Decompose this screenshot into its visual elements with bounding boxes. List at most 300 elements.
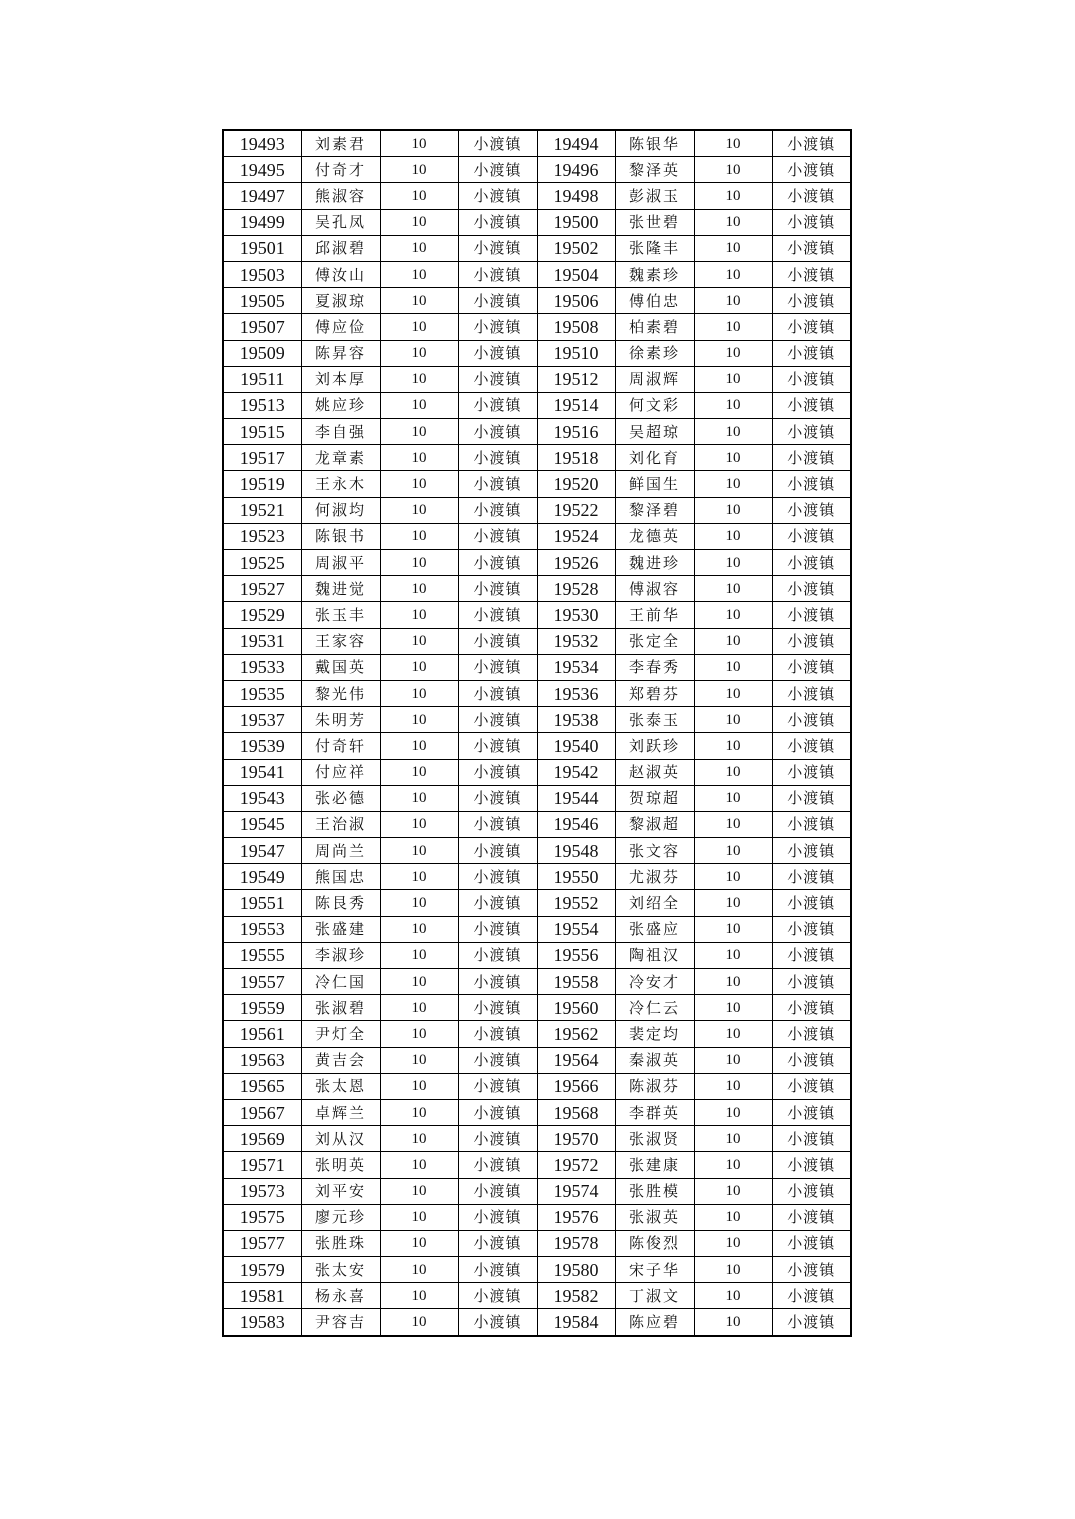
entry-name: 张建康 — [615, 1152, 694, 1178]
entry-name: 张胜模 — [615, 1178, 694, 1204]
entry-name: 戴国英 — [301, 654, 380, 680]
entry-quantity: 10 — [694, 497, 772, 523]
entry-quantity: 10 — [694, 628, 772, 654]
entry-quantity: 10 — [694, 261, 772, 287]
entry-number: 19533 — [223, 654, 301, 680]
table-row — [223, 890, 851, 916]
entry-name: 张盛建 — [301, 916, 380, 942]
table-row — [223, 497, 851, 523]
entry-town: 小渡镇 — [458, 864, 537, 890]
entry-town: 小渡镇 — [458, 785, 537, 811]
entry-quantity: 10 — [380, 942, 458, 968]
entry-number: 19583 — [223, 1309, 301, 1336]
entry-name: 廖元珍 — [301, 1204, 380, 1230]
entry-town: 小渡镇 — [772, 497, 851, 523]
entry-quantity: 10 — [694, 654, 772, 680]
table-row — [223, 811, 851, 837]
entry-quantity: 10 — [380, 864, 458, 890]
entry-number: 19549 — [223, 864, 301, 890]
entry-number: 19526 — [537, 550, 615, 576]
entry-quantity: 10 — [694, 602, 772, 628]
entry-number: 19507 — [223, 314, 301, 340]
entry-number: 19517 — [223, 445, 301, 471]
entry-number: 19567 — [223, 1099, 301, 1125]
entry-name: 姚应珍 — [301, 392, 380, 418]
entry-number: 19522 — [537, 497, 615, 523]
entry-number: 19528 — [537, 576, 615, 602]
entry-name: 周淑辉 — [615, 366, 694, 392]
entry-town: 小渡镇 — [458, 261, 537, 287]
entry-town: 小渡镇 — [772, 576, 851, 602]
entry-town: 小渡镇 — [458, 759, 537, 785]
entry-number: 19547 — [223, 838, 301, 864]
entry-number: 19548 — [537, 838, 615, 864]
table-row — [223, 130, 851, 157]
entry-town: 小渡镇 — [772, 838, 851, 864]
table-row — [223, 157, 851, 183]
entry-number: 19519 — [223, 471, 301, 497]
entry-town: 小渡镇 — [772, 1126, 851, 1152]
entry-name: 何淑均 — [301, 497, 380, 523]
entry-town: 小渡镇 — [772, 1021, 851, 1047]
entry-quantity: 10 — [380, 576, 458, 602]
entry-name: 黎泽碧 — [615, 497, 694, 523]
entry-number: 19565 — [223, 1073, 301, 1099]
entry-number: 19513 — [223, 392, 301, 418]
table-row — [223, 392, 851, 418]
entry-number: 19496 — [537, 157, 615, 183]
entry-town: 小渡镇 — [772, 445, 851, 471]
entry-quantity: 10 — [694, 183, 772, 209]
entry-town: 小渡镇 — [458, 916, 537, 942]
entry-quantity: 10 — [380, 916, 458, 942]
entry-town: 小渡镇 — [458, 576, 537, 602]
entry-name: 刘本厚 — [301, 366, 380, 392]
entry-quantity: 10 — [380, 1152, 458, 1178]
entry-quantity: 10 — [380, 261, 458, 287]
entry-name: 张淑碧 — [301, 995, 380, 1021]
entry-quantity: 10 — [380, 995, 458, 1021]
entry-number: 19498 — [537, 183, 615, 209]
entry-town: 小渡镇 — [772, 995, 851, 1021]
entry-quantity: 10 — [380, 366, 458, 392]
entry-name: 张必德 — [301, 785, 380, 811]
entry-town: 小渡镇 — [458, 471, 537, 497]
entry-quantity: 10 — [380, 392, 458, 418]
entry-name: 黎泽英 — [615, 157, 694, 183]
entry-town: 小渡镇 — [458, 707, 537, 733]
entry-town: 小渡镇 — [458, 1152, 537, 1178]
entry-town: 小渡镇 — [772, 183, 851, 209]
entry-number: 19511 — [223, 366, 301, 392]
entry-number: 19515 — [223, 419, 301, 445]
entry-number: 19537 — [223, 707, 301, 733]
entry-town: 小渡镇 — [772, 733, 851, 759]
entry-number: 19531 — [223, 628, 301, 654]
table-row — [223, 654, 851, 680]
entry-town: 小渡镇 — [458, 890, 537, 916]
entry-town: 小渡镇 — [772, 235, 851, 261]
entry-town: 小渡镇 — [458, 969, 537, 995]
entry-number: 19538 — [537, 707, 615, 733]
entry-number: 19532 — [537, 628, 615, 654]
entry-town: 小渡镇 — [458, 1073, 537, 1099]
entry-number: 19542 — [537, 759, 615, 785]
entry-number: 19577 — [223, 1230, 301, 1256]
entry-name: 张淑贤 — [615, 1126, 694, 1152]
entry-quantity: 10 — [380, 1309, 458, 1336]
entry-quantity: 10 — [694, 942, 772, 968]
entry-name: 王前华 — [615, 602, 694, 628]
table-row — [223, 523, 851, 549]
entry-number: 19508 — [537, 314, 615, 340]
entry-name: 吴孔凤 — [301, 209, 380, 235]
entry-number: 19520 — [537, 471, 615, 497]
entry-name: 张盛应 — [615, 916, 694, 942]
entry-quantity: 10 — [694, 157, 772, 183]
table-row — [223, 1099, 851, 1125]
entry-quantity: 10 — [694, 811, 772, 837]
entry-quantity: 10 — [694, 1230, 772, 1256]
entry-name: 李淑珍 — [301, 942, 380, 968]
entry-number: 19581 — [223, 1283, 301, 1309]
entry-name: 傅伯忠 — [615, 288, 694, 314]
entry-town: 小渡镇 — [458, 811, 537, 837]
entry-name: 卓辉兰 — [301, 1099, 380, 1125]
table-row — [223, 838, 851, 864]
entry-number: 19499 — [223, 209, 301, 235]
entry-name: 尹灯全 — [301, 1021, 380, 1047]
entry-quantity: 10 — [694, 1021, 772, 1047]
entry-town: 小渡镇 — [458, 523, 537, 549]
entry-name: 付奇才 — [301, 157, 380, 183]
entry-name: 夏淑琼 — [301, 288, 380, 314]
entry-town: 小渡镇 — [458, 366, 537, 392]
entry-town: 小渡镇 — [772, 550, 851, 576]
entry-quantity: 10 — [380, 209, 458, 235]
entry-number: 19509 — [223, 340, 301, 366]
entry-number: 19506 — [537, 288, 615, 314]
entry-town: 小渡镇 — [772, 628, 851, 654]
entry-town: 小渡镇 — [458, 680, 537, 706]
entry-quantity: 10 — [380, 445, 458, 471]
table-row — [223, 1204, 851, 1230]
entry-number: 19556 — [537, 942, 615, 968]
table-row — [223, 1047, 851, 1073]
entry-quantity: 10 — [380, 1178, 458, 1204]
entry-name: 陈昇容 — [301, 340, 380, 366]
entry-number: 19530 — [537, 602, 615, 628]
entry-quantity: 10 — [694, 1178, 772, 1204]
entry-number: 19569 — [223, 1126, 301, 1152]
entry-name: 张文容 — [615, 838, 694, 864]
entry-number: 19512 — [537, 366, 615, 392]
entry-town: 小渡镇 — [458, 209, 537, 235]
entry-name: 冷安才 — [615, 969, 694, 995]
entry-quantity: 10 — [694, 1126, 772, 1152]
table-row — [223, 759, 851, 785]
entry-quantity: 10 — [380, 1126, 458, 1152]
entry-number: 19527 — [223, 576, 301, 602]
entry-town: 小渡镇 — [772, 340, 851, 366]
table-row — [223, 942, 851, 968]
entry-name: 杨永喜 — [301, 1283, 380, 1309]
entry-quantity: 10 — [694, 235, 772, 261]
roster-table-body — [223, 130, 851, 1336]
entry-town: 小渡镇 — [772, 1283, 851, 1309]
entry-name: 陈淑芬 — [615, 1073, 694, 1099]
entry-name: 冷仁国 — [301, 969, 380, 995]
entry-town: 小渡镇 — [772, 602, 851, 628]
entry-quantity: 10 — [694, 890, 772, 916]
entry-town: 小渡镇 — [772, 707, 851, 733]
entry-town: 小渡镇 — [772, 916, 851, 942]
entry-quantity: 10 — [380, 314, 458, 340]
entry-quantity: 10 — [380, 785, 458, 811]
entry-quantity: 10 — [694, 969, 772, 995]
table-row — [223, 1230, 851, 1256]
entry-town: 小渡镇 — [772, 864, 851, 890]
entry-number: 19560 — [537, 995, 615, 1021]
entry-number: 19541 — [223, 759, 301, 785]
entry-number: 19574 — [537, 1178, 615, 1204]
entry-number: 19504 — [537, 261, 615, 287]
entry-quantity: 10 — [380, 602, 458, 628]
entry-quantity: 10 — [380, 890, 458, 916]
entry-name: 张淑英 — [615, 1204, 694, 1230]
entry-quantity: 10 — [694, 1257, 772, 1283]
entry-number: 19573 — [223, 1178, 301, 1204]
entry-number: 19495 — [223, 157, 301, 183]
entry-town: 小渡镇 — [772, 130, 851, 157]
table-row — [223, 471, 851, 497]
entry-town: 小渡镇 — [458, 314, 537, 340]
entry-town: 小渡镇 — [458, 235, 537, 261]
entry-quantity: 10 — [380, 419, 458, 445]
entry-town: 小渡镇 — [458, 445, 537, 471]
entry-quantity: 10 — [694, 340, 772, 366]
entry-number: 19582 — [537, 1283, 615, 1309]
table-row — [223, 340, 851, 366]
entry-name: 陈艮秀 — [301, 890, 380, 916]
entry-town: 小渡镇 — [772, 523, 851, 549]
entry-name: 刘平安 — [301, 1178, 380, 1204]
entry-name: 傅应俭 — [301, 314, 380, 340]
entry-town: 小渡镇 — [458, 838, 537, 864]
entry-name: 张太安 — [301, 1257, 380, 1283]
entry-quantity: 10 — [694, 1099, 772, 1125]
entry-town: 小渡镇 — [772, 288, 851, 314]
entry-town: 小渡镇 — [458, 340, 537, 366]
entry-quantity: 10 — [694, 838, 772, 864]
entry-name: 刘从汉 — [301, 1126, 380, 1152]
entry-quantity: 10 — [380, 1047, 458, 1073]
entry-quantity: 10 — [380, 1099, 458, 1125]
entry-town: 小渡镇 — [458, 1230, 537, 1256]
table-row — [223, 261, 851, 287]
entry-quantity: 10 — [694, 392, 772, 418]
entry-number: 19546 — [537, 811, 615, 837]
entry-name: 吴超琼 — [615, 419, 694, 445]
entry-number: 19584 — [537, 1309, 615, 1336]
table-row — [223, 1257, 851, 1283]
entry-town: 小渡镇 — [772, 811, 851, 837]
entry-quantity: 10 — [380, 1283, 458, 1309]
table-row — [223, 314, 851, 340]
entry-name: 彭淑玉 — [615, 183, 694, 209]
entry-name: 邱淑碧 — [301, 235, 380, 261]
entry-quantity: 10 — [694, 1309, 772, 1336]
entry-town: 小渡镇 — [772, 209, 851, 235]
entry-town: 小渡镇 — [458, 1021, 537, 1047]
entry-quantity: 10 — [380, 654, 458, 680]
table-row — [223, 628, 851, 654]
entry-town: 小渡镇 — [458, 602, 537, 628]
entry-name: 周尚兰 — [301, 838, 380, 864]
entry-quantity: 10 — [694, 419, 772, 445]
entry-number: 19500 — [537, 209, 615, 235]
entry-number: 19550 — [537, 864, 615, 890]
entry-number: 19564 — [537, 1047, 615, 1073]
entry-name: 魏进觉 — [301, 576, 380, 602]
entry-number: 19551 — [223, 890, 301, 916]
entry-quantity: 10 — [694, 864, 772, 890]
entry-name: 王治淑 — [301, 811, 380, 837]
table-row — [223, 1126, 851, 1152]
entry-number: 19553 — [223, 916, 301, 942]
entry-name: 徐素珍 — [615, 340, 694, 366]
entry-town: 小渡镇 — [772, 261, 851, 287]
table-row — [223, 785, 851, 811]
entry-name: 黄吉会 — [301, 1047, 380, 1073]
entry-town: 小渡镇 — [458, 1126, 537, 1152]
entry-name: 李群英 — [615, 1099, 694, 1125]
entry-quantity: 10 — [380, 157, 458, 183]
entry-name: 魏素珍 — [615, 261, 694, 287]
table-row — [223, 733, 851, 759]
entry-town: 小渡镇 — [458, 1309, 537, 1336]
entry-town: 小渡镇 — [458, 942, 537, 968]
entry-quantity: 10 — [694, 523, 772, 549]
entry-number: 19535 — [223, 680, 301, 706]
entry-town: 小渡镇 — [772, 890, 851, 916]
entry-name: 王家容 — [301, 628, 380, 654]
table-row — [223, 1283, 851, 1309]
entry-number: 19494 — [537, 130, 615, 157]
table-row — [223, 183, 851, 209]
table-row — [223, 576, 851, 602]
entry-name: 黎光伟 — [301, 680, 380, 706]
entry-town: 小渡镇 — [458, 157, 537, 183]
entry-name: 刘跃珍 — [615, 733, 694, 759]
entry-name: 李自强 — [301, 419, 380, 445]
entry-town: 小渡镇 — [772, 1073, 851, 1099]
table-row — [223, 864, 851, 890]
entry-town: 小渡镇 — [772, 392, 851, 418]
entry-number: 19505 — [223, 288, 301, 314]
table-row — [223, 995, 851, 1021]
table-row — [223, 1021, 851, 1047]
entry-name: 刘绍全 — [615, 890, 694, 916]
entry-town: 小渡镇 — [458, 654, 537, 680]
entry-name: 张明英 — [301, 1152, 380, 1178]
entry-name: 刘化育 — [615, 445, 694, 471]
entry-name: 龙章素 — [301, 445, 380, 471]
entry-quantity: 10 — [380, 1230, 458, 1256]
entry-quantity: 10 — [694, 733, 772, 759]
entry-town: 小渡镇 — [772, 680, 851, 706]
entry-name: 何文彩 — [615, 392, 694, 418]
entry-quantity: 10 — [380, 235, 458, 261]
entry-number: 19558 — [537, 969, 615, 995]
entry-town: 小渡镇 — [772, 419, 851, 445]
entry-quantity: 10 — [380, 1257, 458, 1283]
entry-name: 裴定均 — [615, 1021, 694, 1047]
entry-quantity: 10 — [694, 1073, 772, 1099]
entry-number: 19561 — [223, 1021, 301, 1047]
entry-town: 小渡镇 — [458, 628, 537, 654]
entry-name: 鲜国生 — [615, 471, 694, 497]
entry-name: 冷仁云 — [615, 995, 694, 1021]
entry-name: 张胜珠 — [301, 1230, 380, 1256]
entry-name: 李春秀 — [615, 654, 694, 680]
table-row — [223, 419, 851, 445]
entry-quantity: 10 — [694, 785, 772, 811]
entry-quantity: 10 — [694, 445, 772, 471]
entry-number: 19570 — [537, 1126, 615, 1152]
entry-quantity: 10 — [380, 628, 458, 654]
entry-name: 张世碧 — [615, 209, 694, 235]
entry-number: 19552 — [537, 890, 615, 916]
entry-town: 小渡镇 — [458, 1257, 537, 1283]
entry-number: 19524 — [537, 523, 615, 549]
entry-number: 19493 — [223, 130, 301, 157]
entry-name: 龙德英 — [615, 523, 694, 549]
entry-name: 黎淑超 — [615, 811, 694, 837]
entry-name: 熊国忠 — [301, 864, 380, 890]
entry-town: 小渡镇 — [458, 1047, 537, 1073]
entry-name: 贺琼超 — [615, 785, 694, 811]
table-row — [223, 1309, 851, 1336]
entry-town: 小渡镇 — [772, 1230, 851, 1256]
entry-number: 19518 — [537, 445, 615, 471]
entry-number: 19545 — [223, 811, 301, 837]
entry-quantity: 10 — [694, 759, 772, 785]
entry-town: 小渡镇 — [458, 733, 537, 759]
entry-town: 小渡镇 — [772, 785, 851, 811]
entry-quantity: 10 — [694, 680, 772, 706]
entry-town: 小渡镇 — [458, 130, 537, 157]
roster-table — [222, 129, 852, 1337]
entry-number: 19559 — [223, 995, 301, 1021]
entry-name: 傅汝山 — [301, 261, 380, 287]
entry-name: 付奇轩 — [301, 733, 380, 759]
entry-quantity: 10 — [380, 733, 458, 759]
table-row — [223, 1073, 851, 1099]
entry-quantity: 10 — [694, 130, 772, 157]
entry-number: 19536 — [537, 680, 615, 706]
entry-town: 小渡镇 — [772, 969, 851, 995]
entry-name: 陈银华 — [615, 130, 694, 157]
entry-name: 陈应碧 — [615, 1309, 694, 1336]
entry-quantity: 10 — [380, 288, 458, 314]
entry-name: 刘素君 — [301, 130, 380, 157]
entry-number: 19579 — [223, 1257, 301, 1283]
table-row — [223, 1152, 851, 1178]
entry-number: 19571 — [223, 1152, 301, 1178]
entry-quantity: 10 — [380, 340, 458, 366]
entry-number: 19534 — [537, 654, 615, 680]
